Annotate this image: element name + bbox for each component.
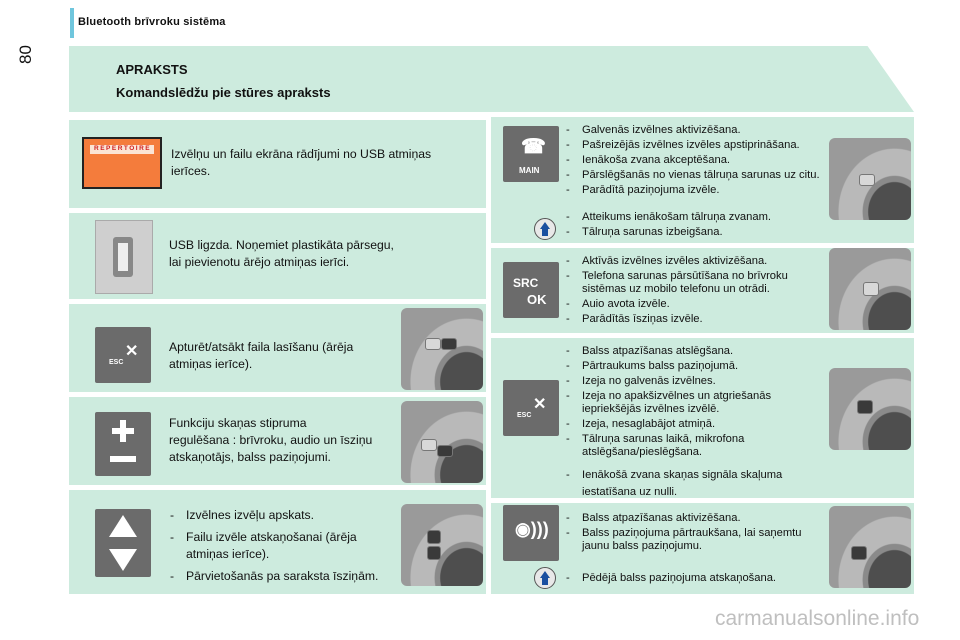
list-item: - Izvēlnes izvēļu apskats.	[170, 507, 402, 524]
list-item: - Aktīvās izvēlnes izvēles aktivizēšana.	[566, 255, 828, 268]
voice-long-press-list	[566, 572, 828, 587]
list-item: - Balss atpazīšanas aktivizēšana.	[566, 512, 828, 525]
voice-function-list	[566, 512, 828, 555]
long-press-icon	[534, 218, 556, 240]
header-title: Bluetooth brīvroku sistēma	[78, 16, 226, 28]
list-item: - Galvenās izvēlnes aktivizēšana.	[566, 124, 828, 137]
steering-wheel-icon	[829, 506, 911, 588]
volume-icon	[95, 412, 151, 476]
src-ok-function-list	[566, 255, 828, 328]
steering-wheel-icon	[829, 248, 911, 330]
list-item: - Tālruņa sarunas laikā, mikrofona atslēgšana/pieslēgšana.	[566, 433, 828, 459]
scroll-icon	[95, 509, 151, 577]
usb-socket-icon	[95, 220, 153, 294]
page-number: 80	[16, 45, 35, 64]
navigation-list	[170, 507, 402, 587]
list-item: - Izeja, nesaglabājot atmiņā.	[566, 418, 828, 431]
esc-icon: ESC ✕	[503, 380, 559, 436]
voice-icon: ◉)))	[503, 505, 559, 561]
steering-wheel-icon	[401, 401, 483, 483]
main-long-press-list	[566, 211, 828, 241]
minus-icon	[110, 456, 136, 462]
section-subtitle: Komandslēdžu pie stūres apraksts	[116, 85, 331, 100]
list-item: - Pēdējā balss paziņojuma atskaņošana.	[566, 572, 828, 585]
watermark: carmanualsonline.info	[715, 607, 920, 630]
steering-wheel-icon	[401, 308, 483, 390]
repertoire-description: Izvēlņu un failu ekrāna rādījumi no USB atmiņas ierīces.	[171, 147, 432, 178]
list-item: - Ienākošā zvana skaņas signāla skaļuma iestatīšana uz nulli.	[566, 467, 828, 501]
esc-pause-description: Apturēt/atsākt faila lasīšanu (ārēja atmiņas ierīce).	[169, 340, 354, 371]
section-title: APRAKSTS	[116, 62, 188, 77]
header-accent-bar	[70, 8, 74, 38]
main-function-list	[566, 124, 828, 199]
plus-icon	[112, 420, 134, 442]
list-item: - Balss paziņojuma pārtraukšana, lai saņemtu jaunu balss paziņojumu.	[566, 527, 828, 553]
list-item: - Ienākoša zvana akceptēšana.	[566, 154, 828, 167]
list-item: - Failu izvēle atskaņošanai (ārēja atmiņas ierīce).	[170, 529, 402, 563]
list-item: - Pārtraukums balss paziņojumā.	[566, 360, 828, 373]
list-item: - Parādītā paziņojuma izvēle.	[566, 184, 828, 197]
repertoire-button-icon: REPERTOIRE	[82, 137, 162, 189]
list-item: - Balss atpazīšanas atslēgšana.	[566, 345, 828, 358]
main-phone-icon: ☎ MAIN	[503, 126, 559, 182]
section-banner	[69, 46, 914, 112]
list-item: - Auio avota izvēle.	[566, 298, 828, 311]
list-item: - Izeja no apakšizvēlnes un atgriešanās iepriekšējās izvēlnes izvēlē.	[566, 390, 828, 416]
list-item: - Pārslēgšanās no vienas tālruņa sarunas uz citu.	[566, 169, 828, 182]
list-item: - Parādītās īsziņas izvēle.	[566, 313, 828, 326]
steering-wheel-icon	[829, 138, 911, 220]
steering-wheel-icon	[829, 368, 911, 450]
arrow-down-icon	[109, 549, 137, 571]
list-item: - Pašreizējās izvēlnes izvēles apstiprināšana.	[566, 139, 828, 152]
phone-icon: ☎	[521, 136, 546, 158]
list-item: - Tālruņa sarunas izbeigšana.	[566, 226, 828, 239]
src-ok-icon: SRC OK	[503, 262, 559, 318]
steering-wheel-icon	[401, 504, 483, 586]
list-item: - Pārvietošanās pa saraksta īsziņām.	[170, 568, 402, 585]
usb-description: USB ligzda. Noņemiet plastikāta pārsegu, lai pievienotu ārējo atmiņas ierīci.	[169, 238, 394, 269]
list-item: - Atteikums ienākošam tālruņa zvanam.	[566, 211, 828, 224]
long-press-icon	[534, 567, 556, 589]
arrow-up-icon	[109, 515, 137, 537]
esc-icon: ESC ✕	[95, 327, 151, 383]
esc-function-list	[566, 345, 828, 503]
list-item: - Izeja no galvenās izvēlnes.	[566, 375, 828, 388]
list-item: - Telefona sarunas pārsūtīšana no brīvroku sistēmas uz mobilo telefonu un otrādi.	[566, 270, 828, 296]
volume-description: Funkciju skaņas stipruma regulēšana : brīvroku, audio un īsziņu atskaņotājs, balss paziņojumi.	[169, 416, 373, 464]
